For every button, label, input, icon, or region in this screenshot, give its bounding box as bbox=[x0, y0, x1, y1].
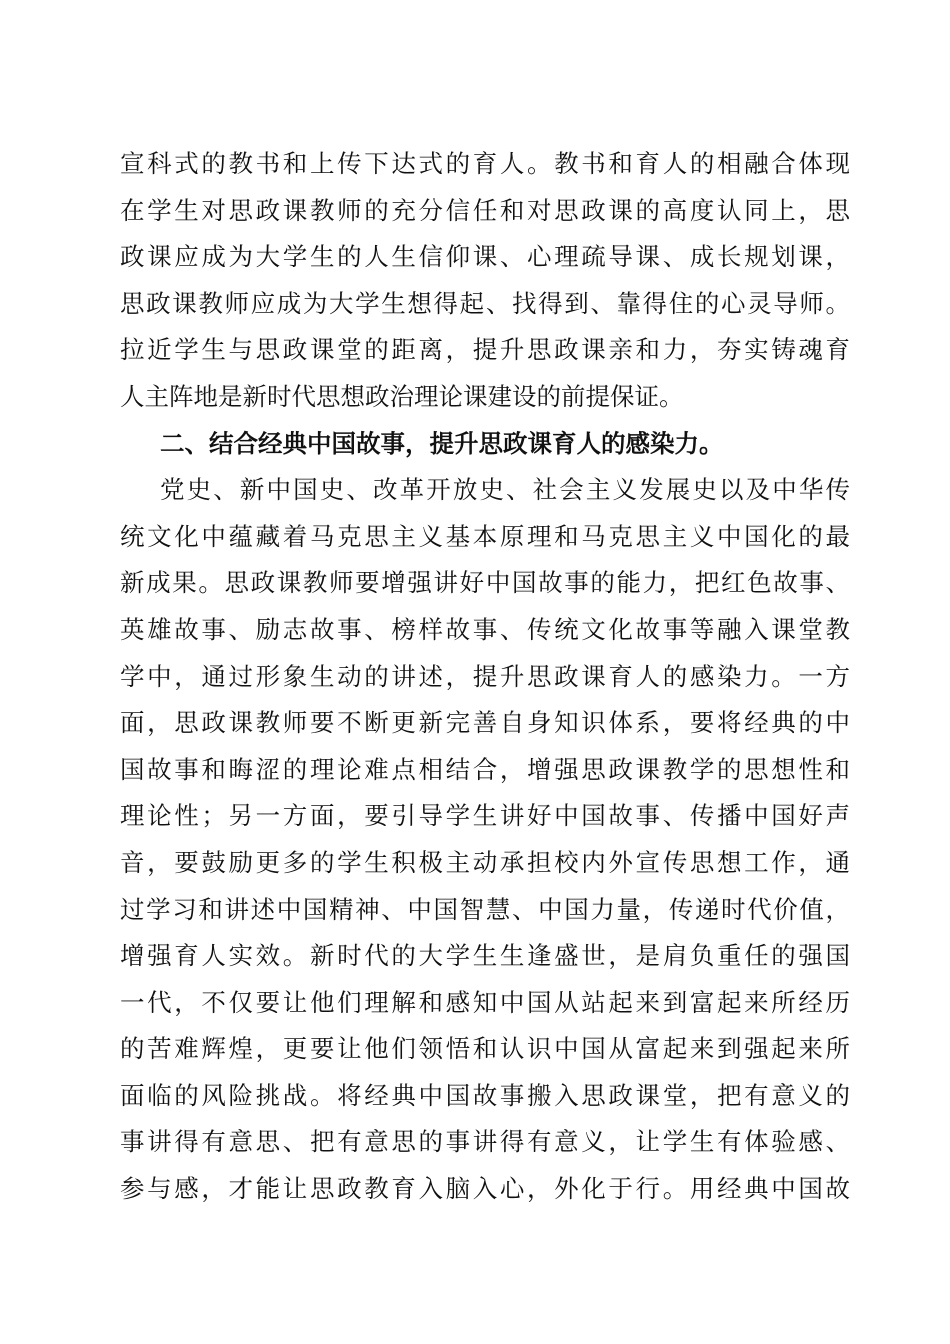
text-line: 参与感，才能让思政教育入脑入心，外化于行。用经典中国故 bbox=[120, 1174, 850, 1204]
text-line: 英雄故事、励志故事、榜样故事、传统文化故事等融入课堂教 bbox=[120, 614, 850, 644]
text-line: 音，要鼓励更多的学生积极主动承担校内外宣传思想工作，通 bbox=[120, 847, 850, 877]
text-line: 的苦难辉煌，更要让他们领悟和认识中国从富起来到强起来所 bbox=[120, 1034, 850, 1064]
text-line: 统文化中蕴藏着马克思主义基本原理和马克思主义中国化的最 bbox=[120, 521, 850, 551]
document-body bbox=[120, 141, 850, 1213]
text-line: 增强育人实效。新时代的大学生生逢盛世，是肩负重任的强国 bbox=[120, 941, 850, 971]
text-line: 新成果。思政课教师要增强讲好中国故事的能力，把红色故事、 bbox=[120, 568, 850, 598]
text-line: 过学习和讲述中国精神、中国智慧、中国力量，传递时代价值， bbox=[120, 894, 850, 924]
text-line: 面临的风险挑战。将经典中国故事搬入思政课堂，把有意义的 bbox=[120, 1080, 850, 1110]
text-line: 政课应成为大学生的人生信仰课、心理疏导课、成长规划课， bbox=[120, 242, 850, 272]
text-line: 在学生对思政课教师的充分信任和对思政课的高度认同上，思 bbox=[120, 195, 850, 225]
section-heading: 二、结合经典中国故事，提升思政课育人的感染力。 bbox=[160, 428, 724, 458]
text-line: 一代，不仅要让他们理解和感知中国从站起来到富起来所经历 bbox=[120, 987, 850, 1017]
text-line: 学中，通过形象生动的讲述，提升思政课育人的感染力。一方 bbox=[120, 661, 850, 691]
text-line: 国故事和晦涩的理论难点相结合，增强思政课教学的思想性和 bbox=[120, 754, 850, 784]
text-line: 宣科式的教书和上传下达式的育人。教书和育人的相融合体现 bbox=[120, 149, 850, 178]
text-line: 人主阵地是新时代思想政治理论课建设的前提保证。 bbox=[120, 381, 684, 411]
text-line: 党史、新中国史、改革开放史、社会主义发展史以及中华传 bbox=[160, 475, 850, 505]
text-line: 思政课教师应成为大学生想得起、找得到、靠得住的心灵导师。 bbox=[120, 288, 850, 318]
text-line: 事讲得有意思、把有意思的事讲得有意义，让学生有体验感、 bbox=[120, 1127, 850, 1157]
text-line: 面，思政课教师要不断更新完善自身知识体系，要将经典的中 bbox=[120, 708, 850, 738]
text-line: 拉近学生与思政课堂的距离，提升思政课亲和力，夯实铸魂育 bbox=[120, 335, 850, 365]
text-line: 理论性；另一方面，要引导学生讲好中国故事、传播中国好声 bbox=[120, 801, 850, 831]
